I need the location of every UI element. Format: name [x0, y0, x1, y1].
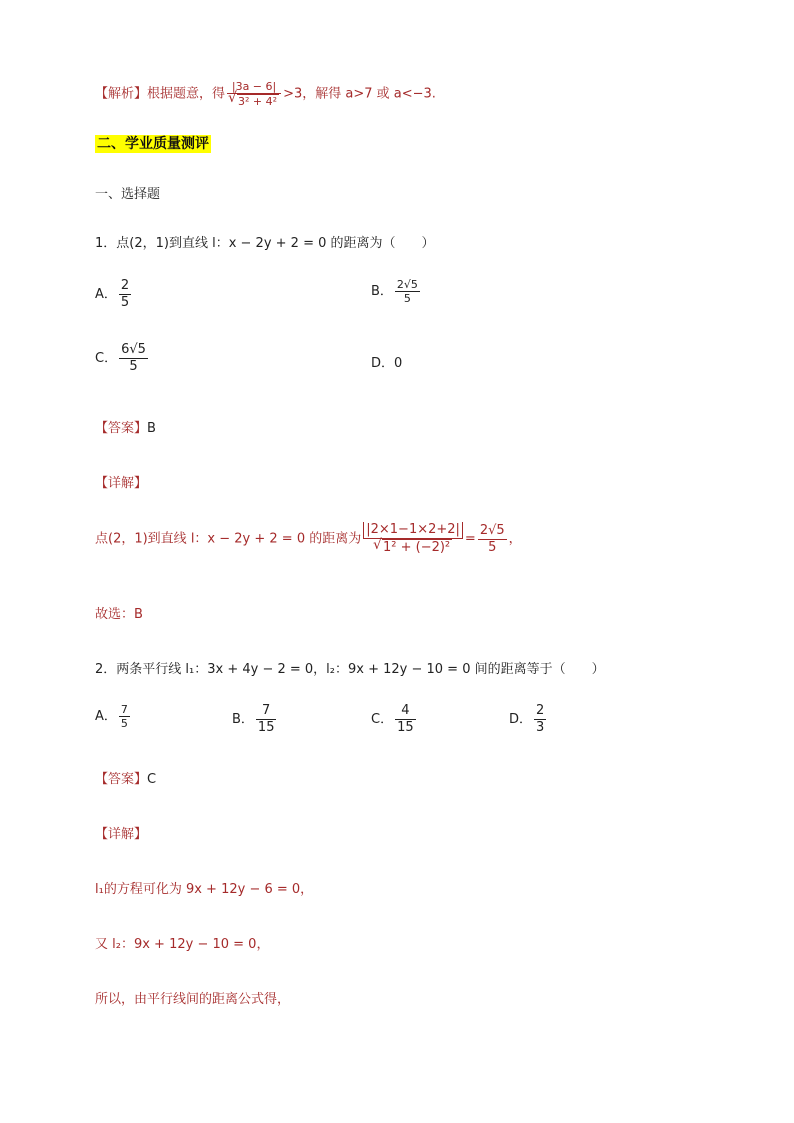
analysis-text2: >3，解得 a>7 或 a<−3. [283, 86, 436, 102]
q1-option-b-fraction [395, 278, 420, 305]
q1-option-a-label: A． [95, 287, 117, 302]
q2-detail-line1: l₁的方程可化为 9x + 12y − 6 = 0， [95, 882, 314, 897]
analysis-line [95, 80, 436, 108]
q2-detail-line2: 又 l₂：9x + 12y − 10 = 0， [95, 937, 270, 952]
section-title: 二、学业质量测评 [97, 136, 209, 152]
section-title-row [95, 133, 211, 153]
q1-detail-fraction [363, 522, 463, 556]
q2-option-c-num: 4 [395, 703, 416, 720]
q2-option-d-fraction [534, 703, 546, 736]
q1-option-d-label: D． [371, 356, 395, 371]
q1-option-b [371, 278, 422, 305]
q1-choose: 故选：B [95, 607, 143, 622]
q2-option-d-label: D． [509, 712, 533, 727]
q1-option-c-label: C． [95, 351, 118, 366]
q1-answer-value: B [147, 421, 156, 436]
q1-detail-result-den: 5 [488, 539, 497, 555]
analysis-fraction [227, 80, 281, 108]
q2-option-b-label: B． [232, 712, 254, 727]
q2-option-b-fraction [256, 703, 277, 736]
q2-option-a-num: 7 [120, 703, 128, 716]
q1-option-c [95, 342, 150, 375]
q1-detail-tail: ， [508, 531, 522, 547]
q1-option-b-label: B． [371, 284, 393, 299]
q2-answer-line [95, 768, 156, 787]
q1-option-a-den: 5 [120, 295, 130, 310]
q2-option-b-den: 15 [257, 720, 275, 735]
q1-option-b-den: 5 [403, 292, 411, 305]
q2-option-c-den: 15 [397, 720, 414, 735]
q2-option-a [95, 703, 132, 730]
q1-option-d [371, 352, 402, 371]
q2-option-a-fraction [119, 703, 130, 730]
q2-option-b [232, 703, 278, 736]
q1-stem: 1．点(2，1)到直线 l：x − 2y + 2 = 0 的距离为（ ） [95, 236, 435, 251]
analysis-text1: 根据题意，得 [147, 86, 226, 102]
q1-option-a [95, 278, 133, 311]
q1-option-d-value: 0 [394, 356, 403, 371]
analysis-frac-num: |3a − 6| [227, 80, 281, 94]
q2-option-c-label: C． [371, 712, 394, 727]
analysis-frac-den: √ 3² + 4² [237, 94, 279, 108]
q1-option-c-den: 5 [129, 359, 138, 374]
q1-detail-result [478, 523, 507, 556]
q1-detail-result-num: 2√5 [479, 522, 505, 538]
q2-detail-line3: 所以，由平行线间的距离公式得， [95, 992, 291, 1007]
q2-option-c [371, 703, 418, 736]
q2-answer-value: C [147, 772, 157, 787]
q1-option-c-fraction [119, 342, 148, 375]
analysis-label: 【解析】 [95, 86, 148, 102]
q1-detail-den: √ 1² + (−2)² [382, 539, 452, 556]
q1-option-c-num: 6√5 [121, 342, 146, 357]
q1-option-a-num: 2 [120, 278, 130, 293]
q1-detail-formula [95, 522, 522, 556]
q1-detail-eq: = [464, 531, 476, 547]
q1-detail-label: 【详解】 [95, 476, 148, 491]
q1-answer-label: 【答案】 [95, 421, 148, 436]
subsection-title: 一、选择题 [95, 187, 161, 202]
q1-detail-prefix: 点(2，1)到直线 l：x − 2y + 2 = 0 的距离为 [95, 531, 362, 547]
q2-option-c-fraction [395, 703, 416, 736]
q2-answer-label: 【答案】 [95, 772, 148, 787]
q1-detail-num: |2×1−1×2+2| [363, 522, 463, 539]
q1-option-a-fraction [119, 278, 131, 311]
q2-option-a-label: A． [95, 709, 117, 724]
q2-option-b-num: 7 [256, 703, 277, 720]
q2-option-a-den: 5 [120, 717, 128, 730]
q1-option-b-num: 2√5 [396, 278, 418, 291]
q2-option-d [509, 703, 548, 736]
q1-answer-line [95, 417, 156, 436]
q2-option-d-num: 2 [536, 703, 545, 718]
q2-stem: 2．两条平行线 l₁：3x + 4y − 2 = 0，l₂：9x + 12y − 10 = 0 间的距离等于（ ） [95, 662, 605, 677]
q2-option-d-den: 3 [536, 720, 545, 735]
q2-detail-label: 【详解】 [95, 827, 148, 842]
